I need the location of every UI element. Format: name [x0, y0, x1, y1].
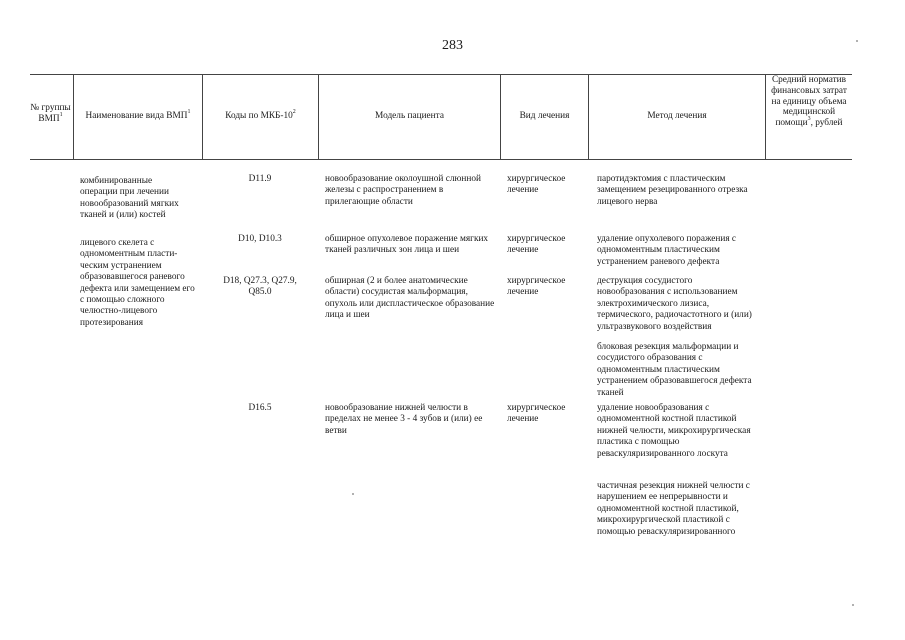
header-cost-tail: , рублей — [810, 118, 843, 129]
footnote-mark: 3 — [807, 116, 811, 123]
row1-codes: D11.9 — [248, 174, 272, 184]
footnote-mark: 2 — [292, 109, 296, 115]
header-icd-codes-text: Коды по МКБ-10 — [225, 111, 293, 121]
header-group-number — [30, 103, 71, 125]
table-top-border — [30, 74, 852, 75]
header-treatment-method-text: Метод лечения — [647, 111, 707, 121]
footnote-mark: 1 — [59, 112, 63, 118]
header-cost-text: Средний норматив финансовых затрат на единицу объема медицинской помощи — [771, 75, 847, 129]
row3-model: обширная (2 и более анатомические области) сосудистая мальформация, опухоль или диспластическое образование лица и шеи — [325, 276, 495, 321]
header-vmp-name — [74, 111, 202, 122]
header-vmp-name-text: Наименование вида ВМП — [85, 111, 188, 121]
header-group-number-text: № группы ВМП — [30, 103, 71, 124]
page-number: 283 — [442, 38, 463, 53]
header-treatment-type-text: Вид лечения — [519, 111, 570, 121]
row1-method-1: паротидэктомия с пластическим замещением резецированного отрезка лицевого нерва — [597, 174, 748, 207]
row2-method-1: удаление опухолевого поражения с одномоментным пластическим устранением раневого дефекта — [597, 234, 737, 267]
header-treatment-type — [501, 111, 588, 122]
row2-codes: D10, D10.3 — [238, 234, 282, 244]
row3-codes: D18, Q27.3, Q27.9, Q85.0 — [223, 276, 297, 298]
footnote-mark: 1 — [187, 109, 191, 115]
row2-treatment: хирургическое лечение — [507, 234, 566, 256]
row4-model: новообразование нижней челюсти в пределах не менее 3 - 4 зубов и (или) ее ветви — [325, 403, 483, 436]
header-patient-model-text: Модель пациента — [375, 111, 444, 121]
vmp-name-part2: лицевого скелета с одномоментным пласти-ческим устранением образовавшегося раневого дефекта или замещением его с помощью сложного челюстно-лицевого протезирования — [80, 238, 195, 328]
vmp-name-part1: комбинированные операции при лечении новообразований мягких тканей и (или) костей — [80, 176, 179, 221]
header-patient-model — [319, 111, 500, 122]
row4-treatment: хирургическое лечение — [507, 403, 566, 425]
header-treatment-method — [589, 111, 765, 122]
row3-method-1: деструкция сосудистого новообразования с использованием электрохимического лизиса, термического, радиочастотного и (или) ультразвукового воздействия — [597, 276, 752, 332]
header-bottom-border — [30, 159, 852, 160]
row4-codes: D16.5 — [248, 403, 272, 413]
row3-treatment: хирургическое лечение — [507, 276, 566, 298]
row1-treatment: хирургическое лечение — [507, 174, 566, 196]
scan-speck — [856, 40, 858, 42]
header-icd-codes — [203, 111, 318, 122]
row4-method-2: частичная резекция нижней челюсти с нарушением ее непрерывности и одномоментной костной пластикой, микрохирургической пластикой с помощью реваскуляризированного — [597, 481, 750, 537]
scan-speck — [852, 604, 854, 606]
scan-speck — [352, 493, 354, 495]
row1-model: новообразование околоушной слюнной железы с распространением в прилегающие области — [325, 174, 481, 207]
row3-method-2: блоковая резекция мальформации и сосудистого образования с одномоментным пластическим устранением образовавшегося дефекта тканей — [597, 342, 752, 398]
row4-method-1: удаление новообразования с одномоментной костной пластикой нижней челюсти, микрохирургическая пластика с помощью реваскуляризированного лоскута — [597, 403, 751, 459]
header-cost — [766, 75, 852, 129]
row2-model: обширное опухолевое поражение мягких тканей различных зон лица и шеи — [325, 234, 489, 256]
